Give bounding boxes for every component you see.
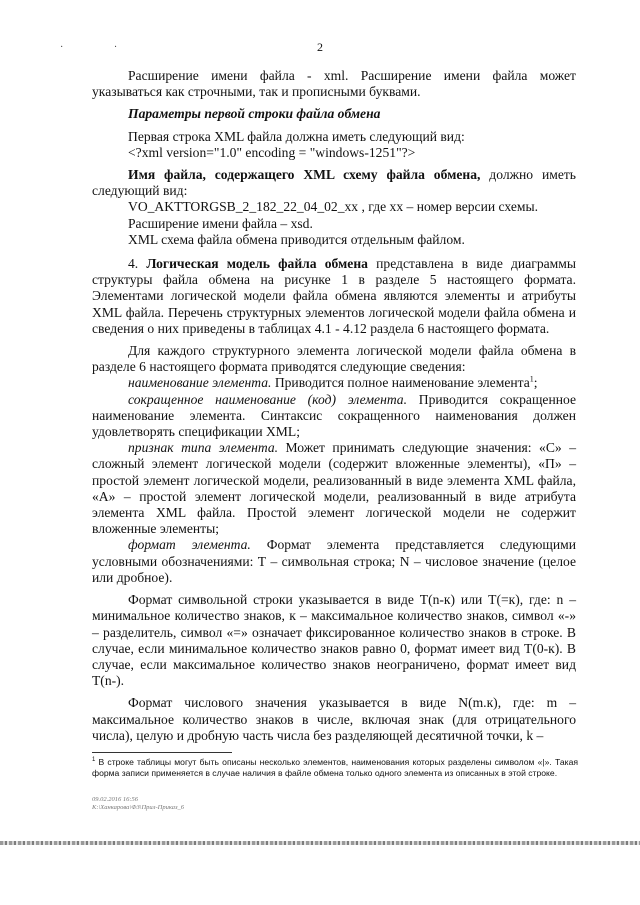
element-format-italic: формат элемента. — [128, 537, 251, 553]
schema-separate-file: XML схема файла обмена приводится отдельным файлом. — [128, 231, 465, 247]
element-type-italic: признак типа элемента. — [128, 440, 279, 456]
element-name-italic: наименование элемента. — [128, 375, 272, 391]
paragraph-first-line: Первая строка XML файла должна иметь следующий вид: — [128, 128, 465, 144]
paragraph-number-format: Формат числового значения указывается в виде N(m.к), где: m – максимальное количество знаков в числе, включая знак (для отрицательного числа), целую и дробную часть числа без разделяющей десятичной точки, k – — [92, 695, 576, 743]
footnote — [92, 757, 578, 779]
scan-artifact-line — [0, 841, 640, 845]
paragraph-file-extension: Расширение имени файла - xml. Расширение имени файла может указываться как строчными, так и прописными буквами. — [92, 68, 576, 100]
stamp-path: K:\Ханкарова\ФЗ\Прил-Приказ_6 — [92, 804, 185, 811]
footnote-separator — [92, 752, 232, 753]
document-body — [92, 68, 576, 744]
element-code-italic: сокращенное наименование (код) элемента. — [128, 391, 408, 407]
file-stamp — [92, 796, 184, 812]
paragraph-element-info: Для каждого структурного элемента логической модели файла обмена в разделе 6 настоящего формата приводятся следующие сведения: — [92, 343, 576, 375]
heading-text: Параметры первой строки файла обмена — [128, 106, 381, 122]
element-format-text: Формат элемента представляется следующими условными обозначениями: Т – символьная строка; N – числовое значение (целое или дробное). — [92, 537, 577, 585]
scan-specks: · · — [60, 42, 142, 53]
xml-declaration: <?xml version="1.0" encoding = "windows-1251"?> — [128, 144, 416, 160]
paragraph-element-name — [92, 375, 576, 391]
element-name-end: ; — [533, 375, 538, 391]
footnote-text: В строке таблицы могут быть описаны несколько элементов, наименования которых разделены символом «|». Такая форма записи применяется в случае наличия в файле обмена только одного элемента из описанных в этой строке. — [92, 757, 578, 778]
element-name-text: Приводится полное наименование элемента — [271, 375, 530, 391]
element-type-text: Может принимать следующие значения: «С» – сложный элемент логической модели (содержит вложенные элементы), «П» – простой элемент логической модели, реализованный в виде элемента XML файла, «А» – простой элемент логической модели, реализованный в виде атрибута элемента XML файла. Простой элемент логической модели не содержит вложенные элементы; — [92, 440, 576, 537]
section-number: 4. — [128, 256, 147, 272]
paragraph-element-code — [92, 392, 576, 441]
paragraph-schema-name — [92, 167, 576, 199]
heading-first-line-params — [92, 106, 576, 122]
logical-model-text: представлена в виде диаграммы структуры файла обмена на рисунке 1 в разделе 5 настоящего формата. Элементами логической модели файла обмена являются элементы и атрибуты XML файла. Перечень структурных элементов логической модели файла обмена и сведения о них приведены в таблицах 4.1 - 4.12 раздела 6 настоящего формата. — [92, 256, 576, 336]
stamp-date: 09.02.2016 16:56 — [92, 796, 139, 803]
paragraph-string-format: Формат символьной строки указывается в виде Т(n-к) или Т(=к), где: n – минимальное количество знаков, к – максимальное количество знаков, символ «-» – разделитель, символ «=» означает фиксированное количество знаков в строке. В случае, если минимальное количество знаков равно 0, формат имеет вид Т(0-к). В случае, если максимальное количество знаков неограничено, формат имеет вид Т(n-). — [92, 592, 576, 689]
schema-file-name: VO_AKTTORGSB_2_182_22_04_02_xx , где хх – номер версии схемы. — [128, 199, 539, 215]
paragraph-element-format — [92, 537, 576, 586]
footnote-ref: 1 — [529, 374, 534, 384]
schema-name-tail: должно иметь следующий вид: — [92, 167, 576, 199]
page-number: 2 — [317, 40, 323, 54]
paragraph-element-type — [92, 440, 576, 537]
paragraph-logical-model — [92, 256, 576, 337]
schema-name-bold: Имя файла, содержащего XML схему файла обмена, — [128, 167, 481, 183]
schema-extension: Расширение имени файла – xsd. — [128, 215, 313, 231]
element-code-text: Приводится сокращенное наименование элемента. Синтаксис сокращенного наименования должен удовлетворять спецификации XML; — [92, 391, 577, 440]
logical-model-bold: Логическая модель файла обмена — [146, 256, 368, 272]
footnote-marker: 1 — [92, 757, 96, 764]
